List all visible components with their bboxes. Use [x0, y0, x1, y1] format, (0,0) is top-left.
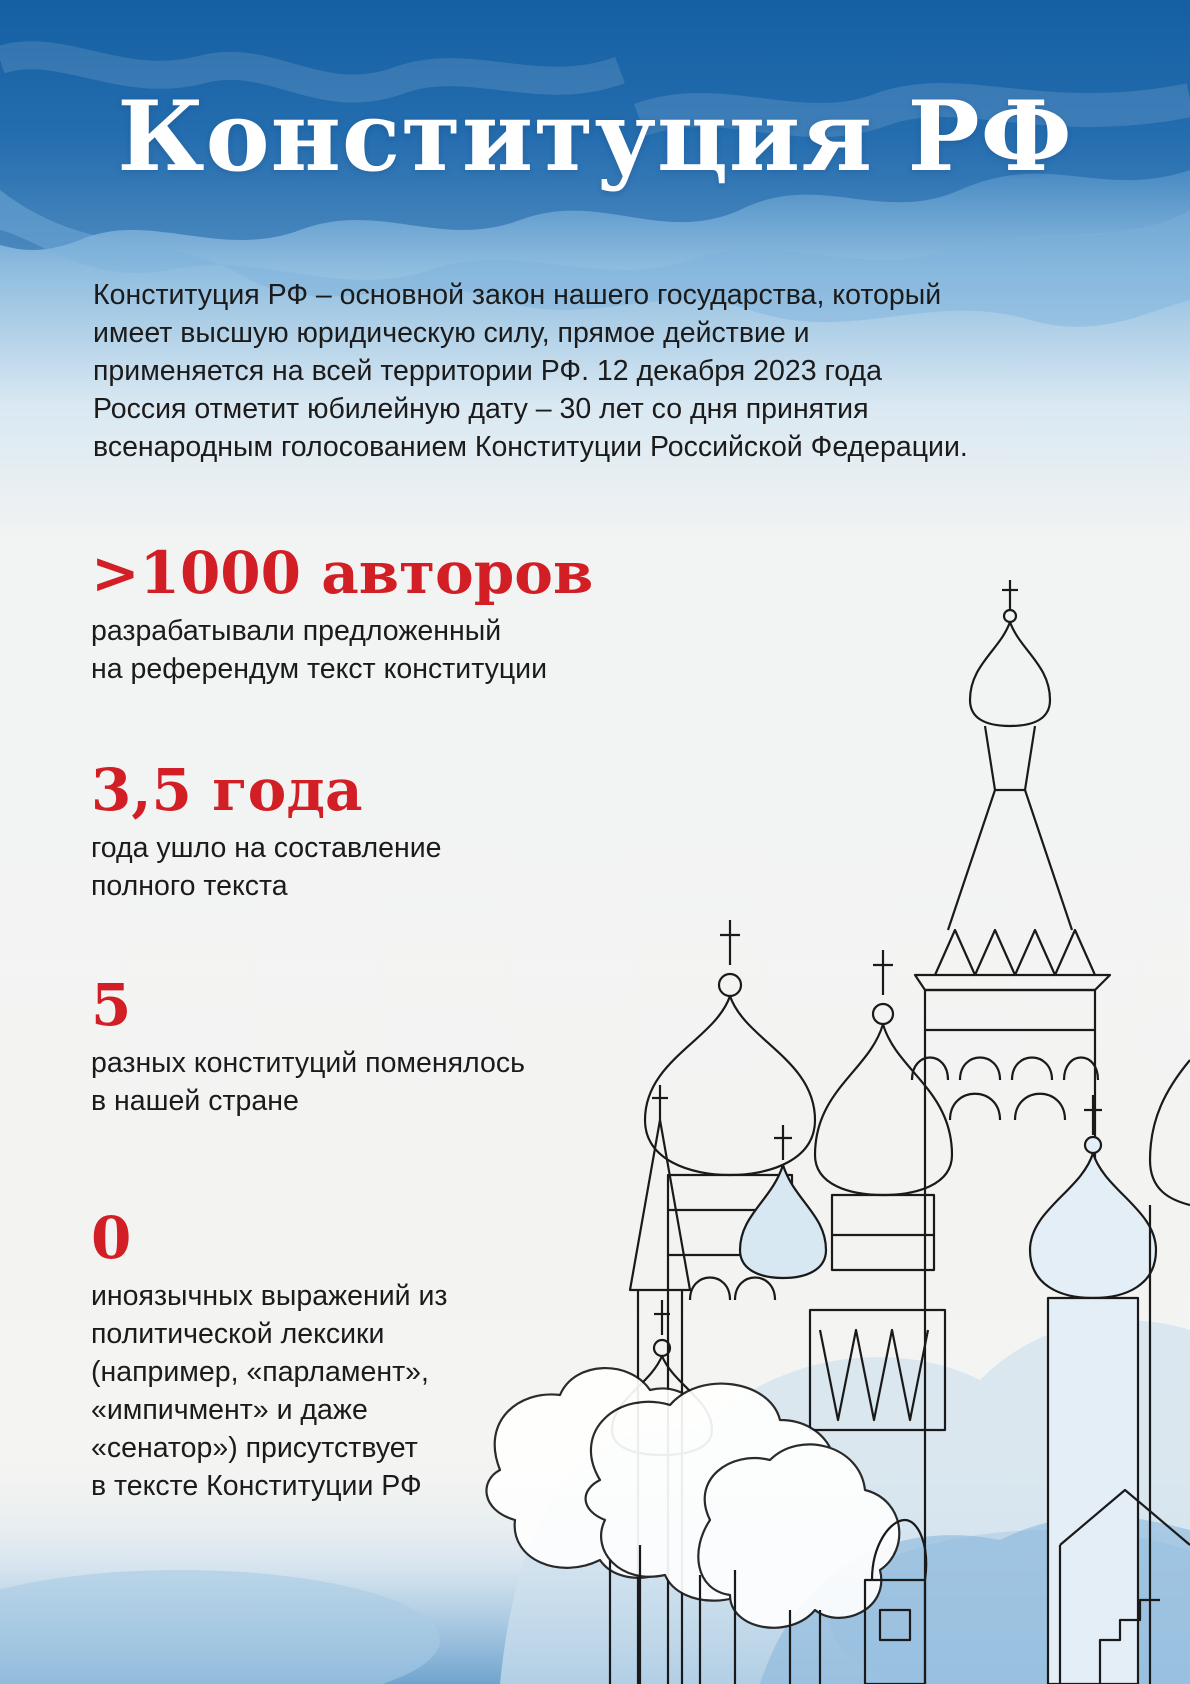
intro-line: Конституция РФ – основной закон нашего государства, который [93, 279, 942, 311]
stat-line: «импичмент» и даже [91, 1394, 368, 1426]
intro-line: применяется на всей территории РФ. 12 декабря 2023 года [93, 355, 882, 387]
stat-line: в тексте Конституции РФ [91, 1470, 422, 1502]
stat-description [91, 1044, 651, 1120]
stat-description [91, 1277, 651, 1505]
stat-value: 3,5 года [91, 756, 363, 824]
intro-paragraph [93, 276, 1123, 466]
stat-line: разрабатывали предложенный [91, 615, 502, 647]
intro-line: всенародным голосованием Конституции Российской Федерации. [93, 431, 968, 463]
stat-authors [91, 540, 651, 688]
stat-line: (например, «парламент», [91, 1356, 429, 1388]
stat-line: «сенатор») присутствует [91, 1432, 418, 1464]
stat-foreign-terms [91, 1205, 651, 1505]
stat-line: года ушло на составление [91, 832, 442, 864]
stat-value: >1000 авторов [91, 539, 594, 607]
stat-line: полного текста [91, 870, 288, 902]
intro-line: Россия отметит юбилейную дату – 30 лет со дня принятия [93, 393, 869, 425]
stat-line: в нашей стране [91, 1085, 299, 1117]
right-dome [1030, 1095, 1156, 1684]
stat-years [91, 757, 651, 905]
small-dome [740, 1125, 826, 1278]
stat-value: 5 [91, 971, 132, 1039]
stat-line: политической лексики [91, 1318, 385, 1350]
stat-line: иноязычных выражений из [91, 1280, 448, 1312]
page-title: Конституция РФ [117, 80, 1073, 193]
stat-line: разных конституций поменялось [91, 1047, 525, 1079]
stat-description [91, 612, 651, 688]
intro-line: имеет высшую юридическую силу, прямое действие и [93, 317, 810, 349]
stat-description [91, 829, 651, 905]
stat-value: 0 [91, 1204, 132, 1272]
stat-constitutions [91, 972, 651, 1120]
stat-line: на референдум текст конституции [91, 653, 547, 685]
